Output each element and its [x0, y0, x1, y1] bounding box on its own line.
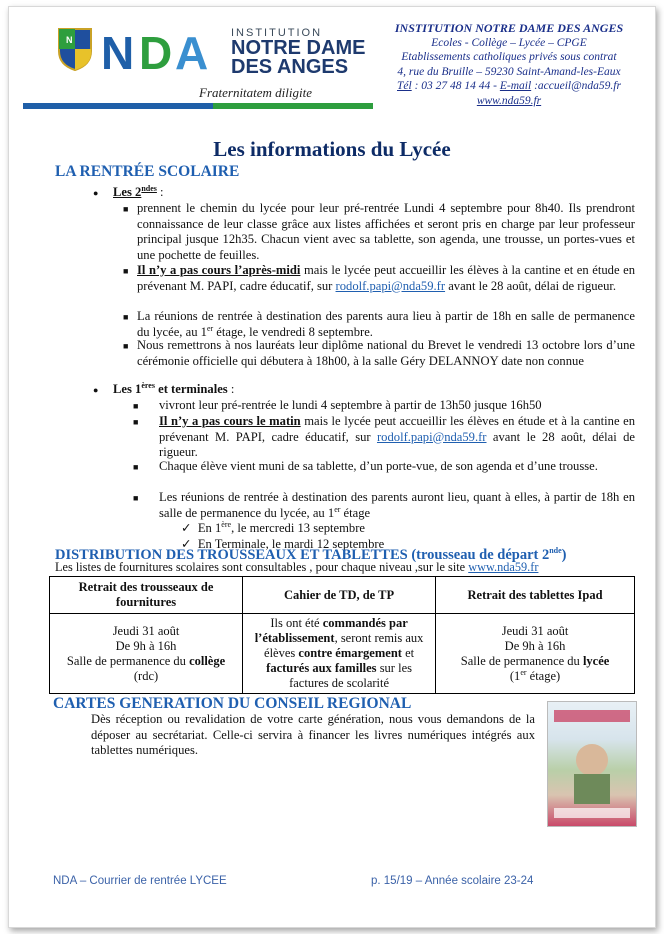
bullet-dot: ● — [93, 188, 99, 198]
bullet-dot: ● — [93, 385, 99, 395]
document-page — [8, 6, 656, 928]
table-cell: Ils ont été commandés par l’établissement, seront remis aux élèves contre émargement et facturés aux familles sur les factures de scolarité — [243, 614, 436, 694]
footer-right: p. 15/19 – Année scolaire 23-24 — [371, 875, 534, 887]
tel-value: : 03 27 48 14 44 - — [414, 80, 497, 92]
secondes-item-4: Nous remettrons à nos lauréats leur diplôme national du Brevet le vendredi 13 octobre lors d’une cérémonie officielle qui débutera à 18h00, à la salle Géry DELANNOY date non connue — [137, 338, 635, 368]
institution-name-line2: DES ANGES — [231, 56, 349, 78]
poster-illustration — [548, 702, 636, 826]
secondes-item-1: prennent le chemin du lycée pour leur pré-rentrée Lundi 4 septembre pour 8h40. Ils prendront connaissance de leur classe grâce aux listes affichées et seront pris en charge par leur professeur principal jusque 12h35. Chacun vient avec sa tablette, son agenda, une trousse, un portes-vues et une pochette de feuilles. — [137, 201, 635, 262]
table-cell: Jeudi 31 août De 9h à 16h Salle de permanence du lycée (1er étage) — [436, 614, 635, 694]
page-title: Les informations du Lycée — [213, 137, 451, 161]
logo-letter-d: D — [139, 27, 171, 79]
secondes-item-3: La réunions de rentrée à destination des parents aura lieu à partir de 18h en salle de permanence du lycée, au 1er étage, le vendredi 8 septembre. — [137, 309, 635, 339]
motto: Fraternitatem diligite — [199, 85, 313, 100]
website-link[interactable]: www.nda59.fr — [468, 560, 539, 574]
address-line2: Etablissements catholiques privés sous contrat — [401, 51, 617, 63]
terminales-label: Les 1ères et terminales : — [113, 380, 235, 396]
section-heading-rentree: LA RENTRÉE SCOLAIRE — [55, 163, 240, 180]
section-heading-cartes: CARTES GENERATION DU CONSEIL REGIONAL — [53, 695, 412, 712]
institution-word: INSTITUTION — [231, 27, 323, 39]
carte-generation-poster-image — [547, 701, 637, 827]
header-bar-blue — [23, 103, 213, 109]
email-label: E-mail — [499, 80, 532, 92]
address-title: INSTITUTION NOTRE DAME DES ANGES — [394, 21, 624, 35]
terminales-item-2: Il n’y a pas cours le matin mais le lycée peut accueillir les élèves en étude et à la cantine en prévenant M. PAPI, cadre éducatif, sur rodolf.papi@nda59.fr avant le 28 août, délai de rigueur. — [159, 414, 635, 459]
table-cell: Jeudi 31 août De 9h à 16h Salle de permanence du collège (rdc) — [50, 614, 243, 694]
email-link[interactable]: rodolf.papi@nda59.fr — [376, 429, 487, 444]
terminales-item-3: Chaque élève vient muni de sa tablette, d’un porte-vue, de son agenda et d’une trousse. — [159, 459, 598, 473]
address-block — [383, 21, 635, 108]
terminales-item-1: vivront leur pré-rentrée le lundi 4 septembre à partir de 13h50 jusque 16h50 — [159, 398, 542, 412]
institution-name — [231, 39, 365, 77]
logo-letter-n: N — [101, 27, 133, 79]
address-contact — [383, 79, 635, 94]
section-heading-distribution: DISTRIBUTION DES TROUSSEAUX ET TABLETTES (trousseau de départ 2nde) — [55, 546, 567, 563]
address-line3: 4, rue du Bruille – 59230 Saint-Amand-les-Eaux — [397, 65, 621, 78]
bullet-square: ■ — [123, 204, 129, 214]
table-header: Cahier de TD, de TP — [243, 577, 436, 614]
nda-logo — [101, 29, 219, 77]
crest-icon — [57, 27, 93, 71]
secondes-label: Les $2^{ndes}$ : — [113, 183, 164, 199]
footer-left: NDA – Courrier de rentrée LYCEE — [53, 875, 227, 887]
institution-name-line1: NOTRE DAME — [231, 37, 366, 59]
bullet-square: ■ — [123, 341, 129, 351]
table-header: Retrait des tablettes Ipad — [436, 577, 635, 614]
check-icon: ✓ — [181, 521, 192, 535]
logo-letter-a: A — [175, 27, 207, 79]
cartes-text: Dès réception ou revalidation de votre carte génération, nous vous demandons de la déposer au secrétariat. Celle-ci servira à financer les livres numériques intégrés aux tablettes numériques. — [91, 712, 535, 757]
tel-label: Tél — [397, 80, 412, 92]
table-row — [50, 614, 635, 694]
check-icon: ✓ — [181, 537, 192, 551]
check-item-2: ✓ En Terminale, le mardi 12 septembre — [181, 537, 385, 551]
bullet-square: ■ — [133, 401, 139, 411]
address-line1: Ecoles - Collège – Lycée – CPGE — [431, 36, 587, 49]
secondes-item-2: Il n’y a pas cours l’après-midi mais le lycée peut accueillir les élèves à la cantine et en étude en prévenant M. PAPI, cadre éducatif, sur rodolf.papi@nda59.fr avant le 28 août, délai de rigueur. — [137, 263, 635, 293]
bullet-square: ■ — [133, 462, 139, 472]
table-header: Retrait des trousseaux de fournitures — [50, 577, 243, 614]
distribution-table — [49, 576, 635, 694]
distribution-intro: Les listes de fournitures scolaires sont consultables , pour chaque niveau ,sur le site www.nda59.fr — [55, 560, 539, 574]
email-link[interactable]: rodolf.papi@nda59.fr — [335, 278, 446, 293]
bullet-square: ■ — [123, 266, 129, 276]
website-link[interactable]: www.nda59.fr — [476, 94, 542, 107]
bullet-square: ■ — [133, 493, 139, 503]
check-item-1: ✓ En 1ère, le mercredi 13 septembre — [181, 519, 365, 535]
bullet-square: ■ — [133, 417, 139, 427]
bullet-square: ■ — [123, 312, 129, 322]
header-bar-green — [213, 103, 373, 109]
table-header-row — [50, 577, 635, 614]
svg-text:N: N — [66, 35, 73, 45]
email-value[interactable]: :accueil@nda59.fr — [534, 80, 621, 92]
terminales-item-4: Les réunions de rentrée à destination des parents auront lieu, quant à elles, à partir de 18h en salle de permanence du lycée, au 1er étage — [159, 490, 635, 520]
